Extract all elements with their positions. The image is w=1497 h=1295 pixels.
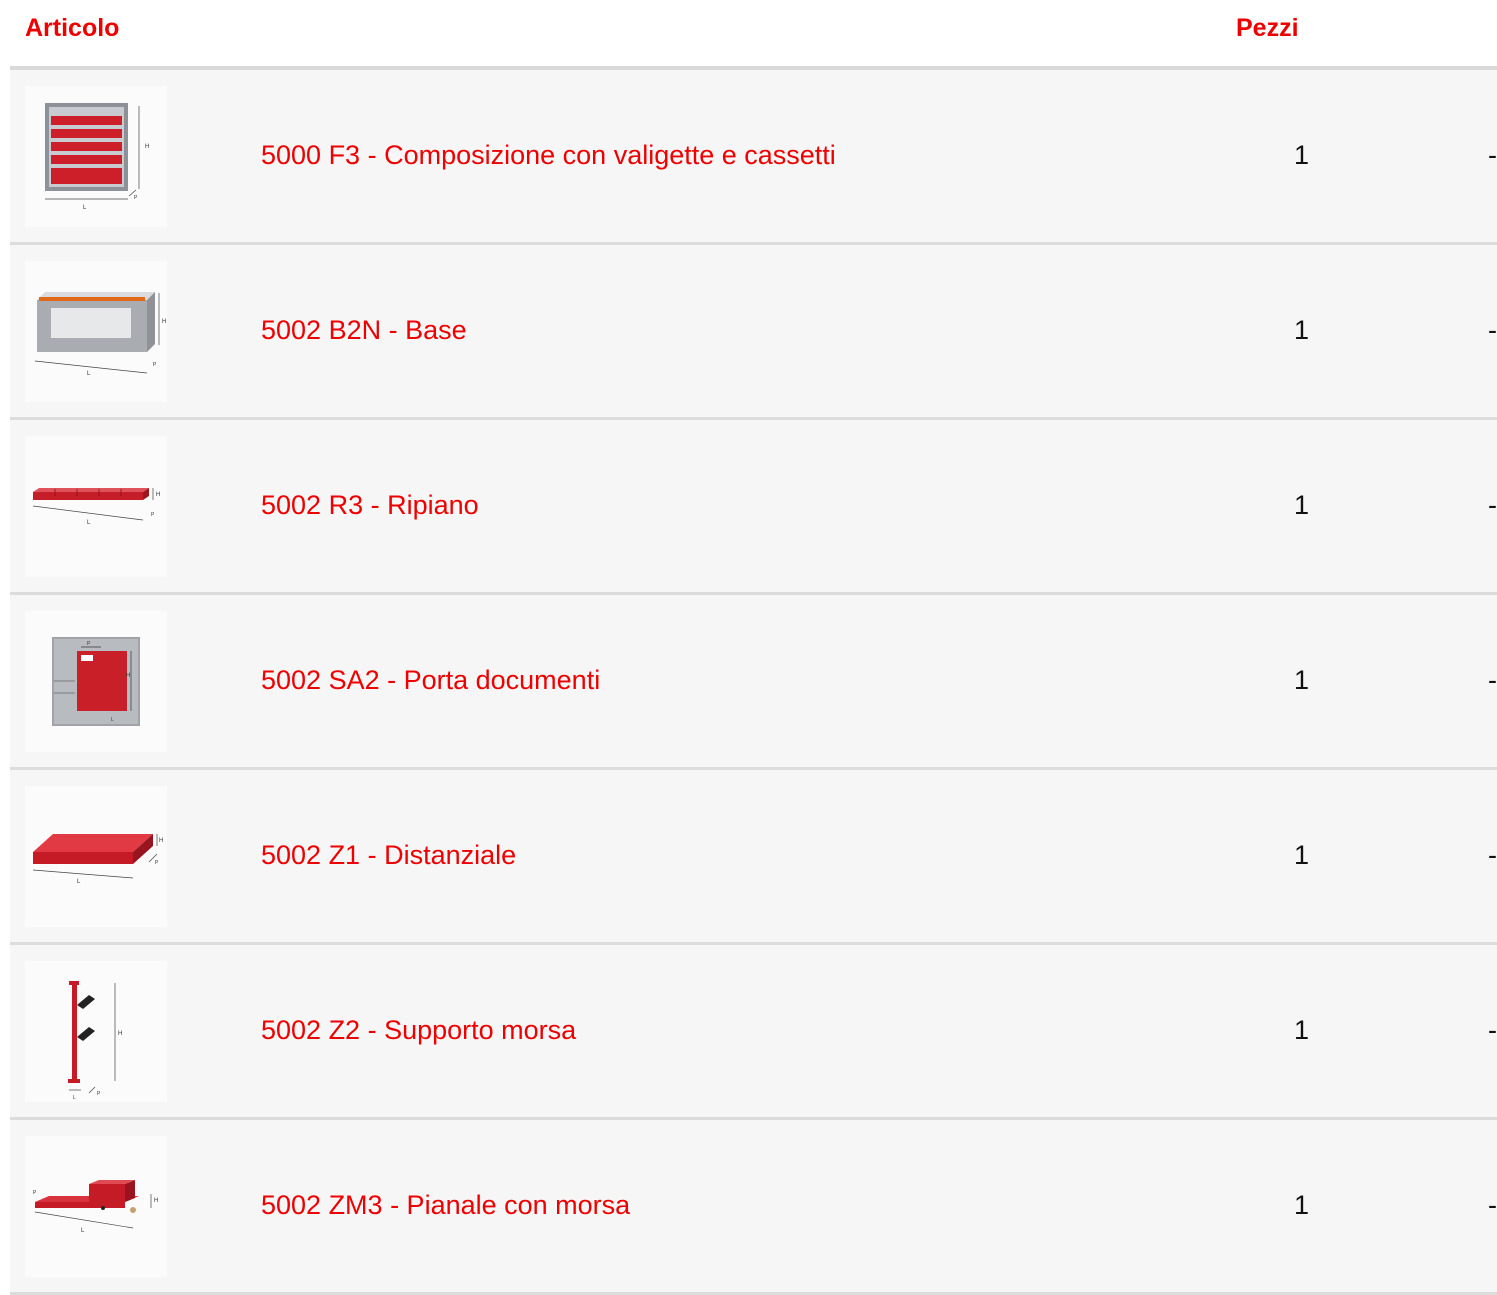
base-unit-icon — [25, 261, 167, 402]
measures-value: - — [1488, 665, 1497, 695]
spacer-plate-icon — [25, 786, 167, 927]
quantity-value: 1 — [1294, 490, 1310, 520]
dimension-label-h: H — [156, 492, 161, 498]
product-link[interactable]: 5002 R3 - Ripiano — [261, 490, 479, 520]
measures-value: - — [1488, 1015, 1497, 1045]
dimension-label-p: P — [153, 362, 157, 368]
measures-value: - — [1488, 840, 1497, 870]
vise-bench-icon — [25, 1136, 167, 1277]
table-row — [10, 1120, 1497, 1295]
dimension-label-p: P — [151, 512, 155, 518]
product-thumbnail[interactable] — [25, 1136, 167, 1277]
measures-value: - — [1488, 1190, 1497, 1220]
product-link[interactable]: 5002 ZM3 - Pianale con morsa — [261, 1190, 631, 1220]
dimension-label-l: L — [73, 1095, 76, 1101]
dimension-label-h: H — [154, 1198, 159, 1204]
measures-value: - — [1488, 315, 1497, 345]
product-thumbnail[interactable] — [25, 436, 167, 577]
product-thumbnail[interactable] — [25, 786, 167, 927]
dimension-label-l: L — [87, 520, 91, 526]
table-body — [10, 70, 1497, 1295]
vise-support-icon — [25, 961, 167, 1102]
table-row — [10, 70, 1497, 245]
product-link[interactable]: 5002 Z2 - Supporto morsa — [261, 1015, 577, 1045]
quantity-value: 1 — [1294, 1190, 1310, 1220]
measures-value: - — [1488, 140, 1497, 170]
table-row — [10, 420, 1497, 595]
product-thumbnail[interactable] — [25, 261, 167, 402]
measures-value: - — [1488, 490, 1497, 520]
document-holder-icon — [25, 611, 167, 752]
product-link[interactable]: 5002 Z1 - Distanziale — [261, 840, 517, 870]
table-row — [10, 945, 1497, 1120]
quantity-value: 1 — [1294, 840, 1310, 870]
product-thumbnail[interactable] — [25, 961, 167, 1102]
quantity-value: 1 — [1294, 315, 1310, 345]
dimension-label-l: L — [83, 205, 87, 211]
dimension-label-p: P — [155, 860, 159, 866]
product-link[interactable]: 5000 F3 - Composizione con valigette e cassetti — [261, 140, 836, 170]
product-table — [10, 0, 1497, 1234]
dimension-label-p: P — [97, 1091, 101, 1097]
product-thumbnail[interactable] — [25, 611, 167, 752]
dimension-label-h: H — [126, 673, 131, 679]
dimension-label-l: L — [111, 717, 114, 723]
table-row — [10, 595, 1497, 770]
product-thumbnail[interactable] — [25, 86, 167, 227]
dimension-label-h: H — [162, 319, 167, 325]
table-row — [10, 770, 1497, 945]
dimension-label-p: P — [134, 195, 138, 201]
dimension-label-l: L — [87, 371, 91, 377]
dimension-label-l: L — [77, 879, 81, 885]
dimension-label-h: H — [145, 144, 150, 150]
quantity-value: 1 — [1294, 140, 1310, 170]
dimension-label-h: H — [118, 1031, 123, 1037]
product-link[interactable]: 5002 B2N - Base — [261, 315, 467, 345]
column-header-pieces: Pezzi — [1236, 14, 1299, 42]
table-header — [10, 0, 1497, 66]
column-header-article: Articolo — [25, 14, 120, 42]
dimension-label-p: P — [33, 1190, 37, 1196]
quantity-value: 1 — [1294, 1015, 1310, 1045]
drawer-cabinet-icon — [25, 86, 167, 227]
dimension-label-h: H — [159, 838, 164, 844]
quantity-value: 1 — [1294, 665, 1310, 695]
table-row — [10, 245, 1497, 420]
dimension-label-p: P — [87, 641, 91, 647]
dimension-label-l: L — [81, 1228, 85, 1234]
product-link[interactable]: 5002 SA2 - Porta documenti — [261, 665, 601, 695]
shelf-icon — [25, 436, 167, 577]
